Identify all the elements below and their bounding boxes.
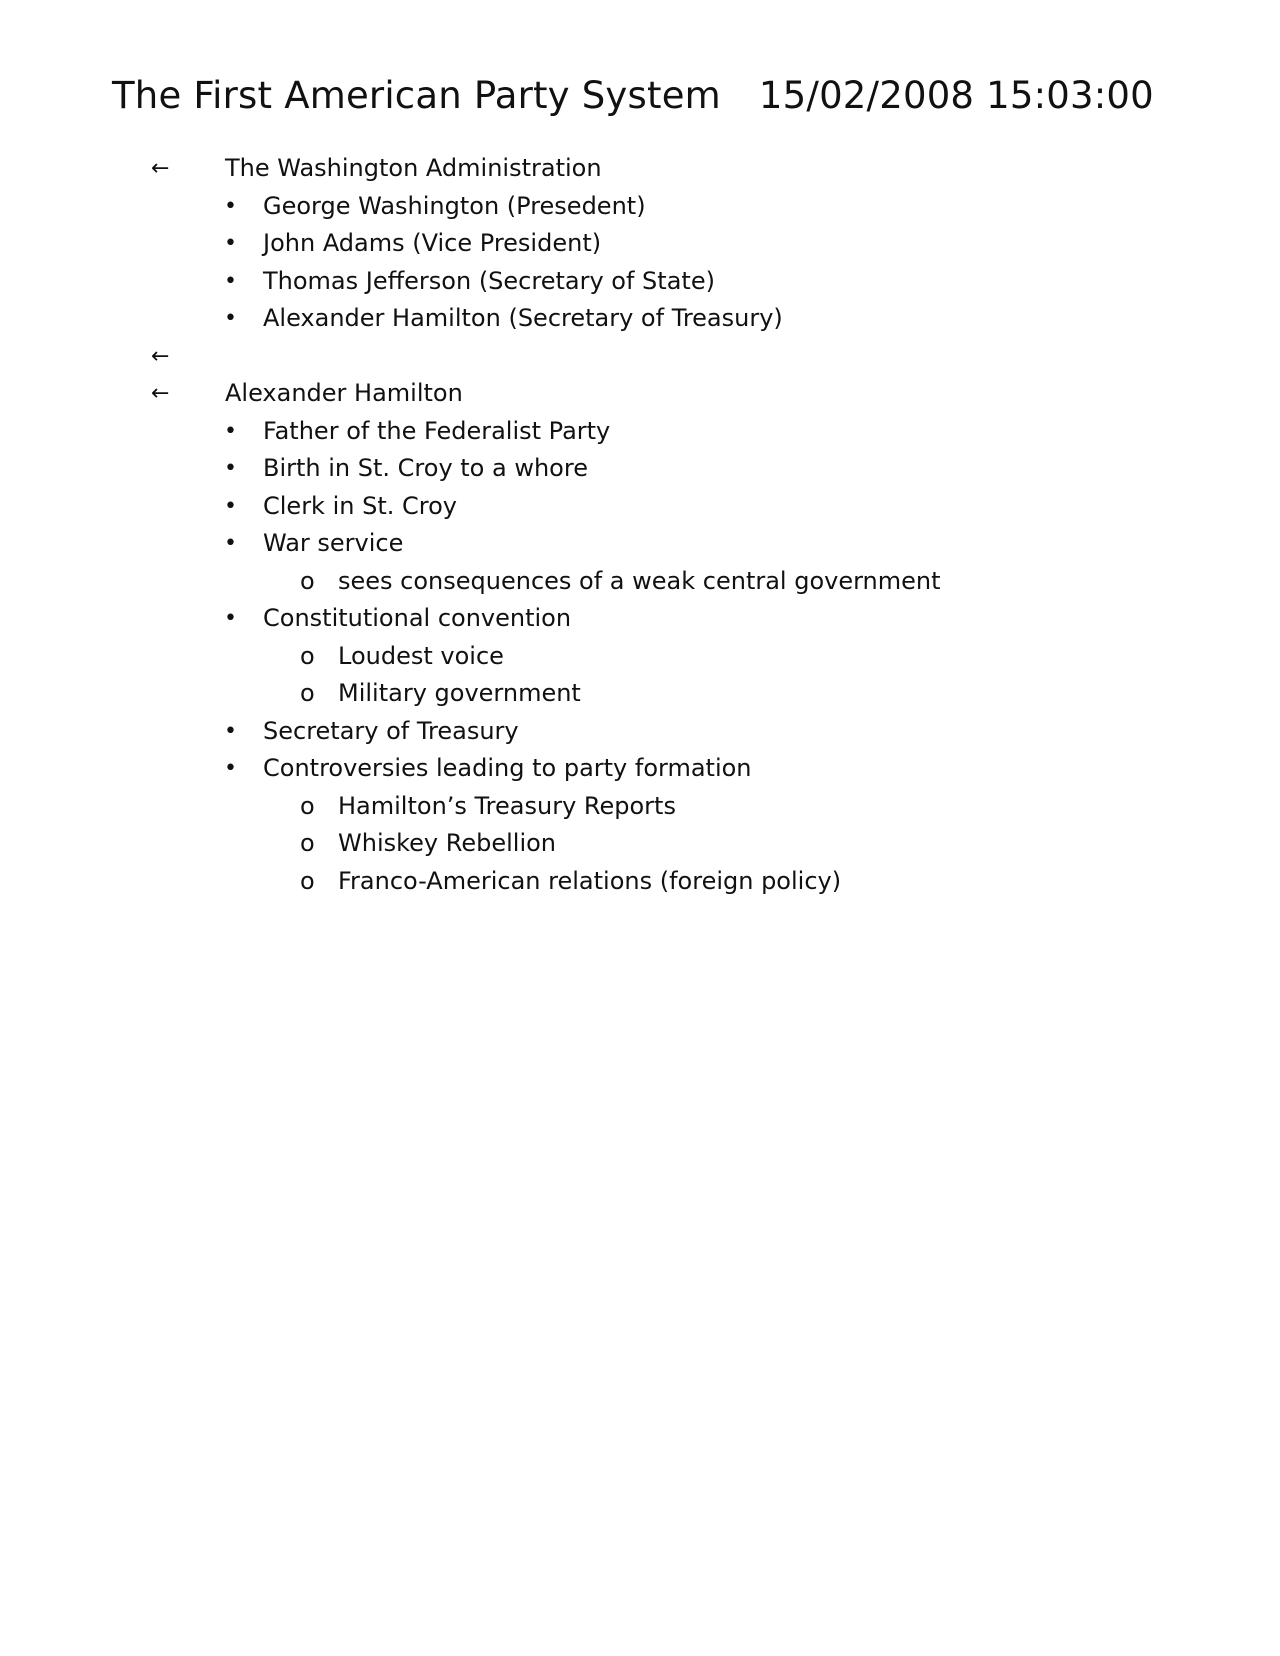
bullet-icon: • — [224, 193, 237, 219]
bullet-icon: • — [224, 456, 237, 481]
list-item — [0, 525, 1280, 563]
section-heading-text: Alexander Hamilton — [225, 379, 463, 407]
bullet-icon: • — [224, 231, 237, 256]
section-heading-text: The Washington Administration — [225, 154, 602, 182]
section-heading — [0, 150, 1280, 188]
list-item — [0, 188, 1280, 226]
sub-list-item-text: Whiskey Rebellion — [338, 829, 557, 857]
list-item — [0, 488, 1280, 526]
list-item-text: War service — [263, 529, 404, 557]
sub-list-item-text: Military government — [338, 679, 581, 707]
sub-bullet-icon: o — [300, 641, 315, 670]
sub-list-item-text: Hamilton’s Treasury Reports — [338, 791, 676, 820]
list-item — [0, 713, 1280, 751]
document-datetime: 15/02/2008 15:03:00 — [758, 74, 1154, 117]
list-item — [0, 450, 1280, 488]
bullet-icon: • — [224, 268, 237, 294]
list-item-text: Birth in St. Croy to a whore — [263, 454, 588, 482]
bullet-icon: • — [224, 531, 237, 556]
sub-bullet-icon: o — [300, 866, 315, 895]
sub-list-item — [0, 563, 1280, 601]
list-item — [0, 750, 1280, 788]
sub-list-item-text: Franco-American relations (foreign policy) — [338, 866, 842, 895]
list-item-text: Constitutional convention — [263, 604, 572, 632]
sub-list-item — [0, 825, 1280, 863]
list-item — [0, 600, 1280, 638]
sub-list-item-text: sees consequences of a weak central government — [338, 566, 941, 595]
arrow-left-icon: ← — [151, 343, 170, 369]
bullet-icon: • — [224, 718, 237, 744]
sub-list-item-text: Loudest voice — [338, 641, 504, 670]
sub-list-item — [0, 638, 1280, 676]
bullet-icon: • — [224, 306, 237, 331]
outline — [0, 150, 1280, 900]
document-title: The First American Party System — [112, 74, 721, 117]
section-heading — [0, 338, 1280, 376]
section-heading — [0, 375, 1280, 413]
sub-bullet-icon: o — [300, 679, 315, 707]
arrow-left-icon: ← — [151, 381, 170, 406]
arrow-left-icon: ← — [151, 156, 170, 181]
sub-list-item — [0, 863, 1280, 901]
list-item-text: John Adams (Vice President) — [263, 229, 602, 257]
list-item-text: George Washington (Presedent) — [263, 191, 646, 220]
list-item-text: Secretary of Treasury — [263, 716, 519, 745]
document-header — [112, 72, 1154, 120]
list-item-text: Alexander Hamilton (Secretary of Treasury) — [263, 304, 783, 332]
list-item — [0, 225, 1280, 263]
bullet-icon: • — [224, 606, 237, 631]
list-item-text: Father of the Federalist Party — [263, 416, 611, 445]
sub-list-item — [0, 675, 1280, 713]
sub-bullet-icon: o — [300, 829, 315, 857]
list-item-text: Controversies leading to party formation — [263, 754, 752, 782]
list-item-text: Clerk in St. Croy — [263, 491, 457, 520]
bullet-icon: • — [224, 493, 237, 519]
list-item-text: Thomas Jefferson (Secretary of State) — [263, 266, 715, 295]
bullet-icon: • — [224, 418, 237, 444]
bullet-icon: • — [224, 756, 237, 781]
sub-list-item — [0, 788, 1280, 826]
sub-bullet-icon: o — [300, 566, 315, 595]
sub-bullet-icon: o — [300, 791, 315, 820]
list-item — [0, 413, 1280, 451]
list-item — [0, 263, 1280, 301]
list-item — [0, 300, 1280, 338]
